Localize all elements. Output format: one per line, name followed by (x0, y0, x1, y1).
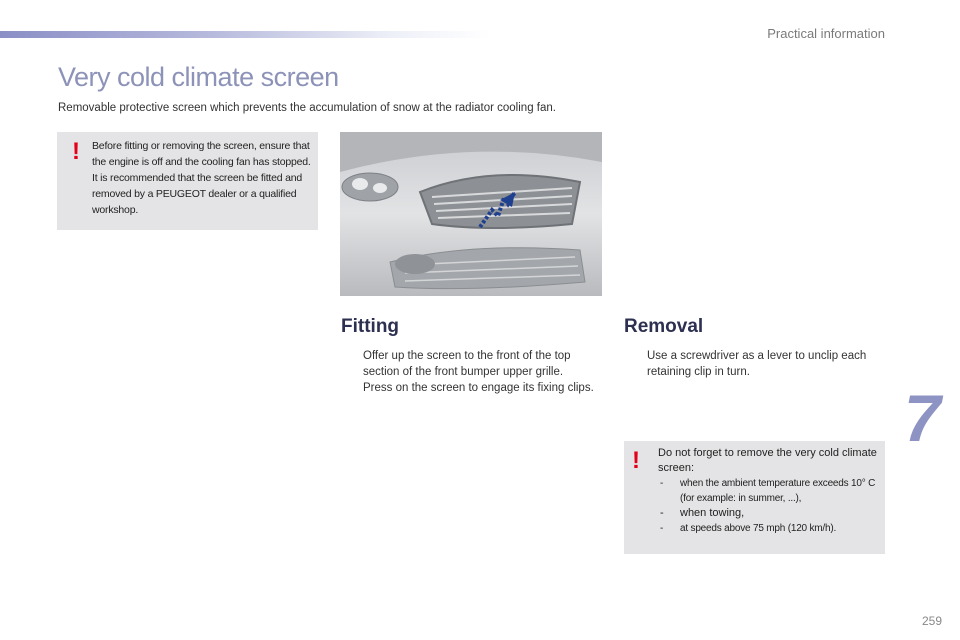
removal-heading: Removal (624, 316, 704, 337)
list-item: - when towing, (660, 507, 745, 519)
intro-text: Removable protective screen which prevents the accumulation of snow at the radiator cooling fan. (58, 102, 556, 114)
list-item: - at speeds above 75 mph (120 km/h). (660, 523, 837, 534)
warning-intro: Do not forget to remove the very cold climate screen: (658, 447, 877, 474)
page-number: 259 (921, 614, 942, 628)
removal-steps (624, 348, 889, 380)
warning-text (658, 446, 880, 536)
warning-exclamation-icon: ! (72, 138, 80, 165)
car-front-illustration (340, 132, 602, 296)
warning-list (658, 476, 880, 536)
car-front-grille-photo (340, 132, 602, 296)
page-title: Very cold climate screen (58, 62, 339, 92)
chapter-number: 7 (904, 381, 941, 455)
list-item: Use a screwdriver as a lever to unclip each retaining clip in turn. (647, 350, 867, 378)
list-item: Offer up the screen to the front of the top section of the front bumper upper grille. (363, 350, 571, 378)
header-gradient-bar (0, 31, 490, 38)
list-item: - when the ambient temperature exceeds 10° C (for example: in summer, ...), (660, 478, 876, 504)
fitting-steps (340, 348, 602, 396)
fitting-heading: Fitting (341, 316, 400, 337)
warning-exclamation-icon: ! (632, 447, 640, 474)
warning-box-removal (624, 441, 885, 554)
warning-box-fitting (57, 132, 318, 230)
chapter-title: Practical information (767, 26, 885, 41)
list-item: Press on the screen to engage its fixing clips. (363, 382, 594, 394)
warning-text: Before fitting or removing the screen, ensure that the engine is off and the cooling fan has stopped. It is recommended that the screen be fitted and removed by a PEUGEOT dealer or a qualified workshop. (92, 140, 311, 216)
